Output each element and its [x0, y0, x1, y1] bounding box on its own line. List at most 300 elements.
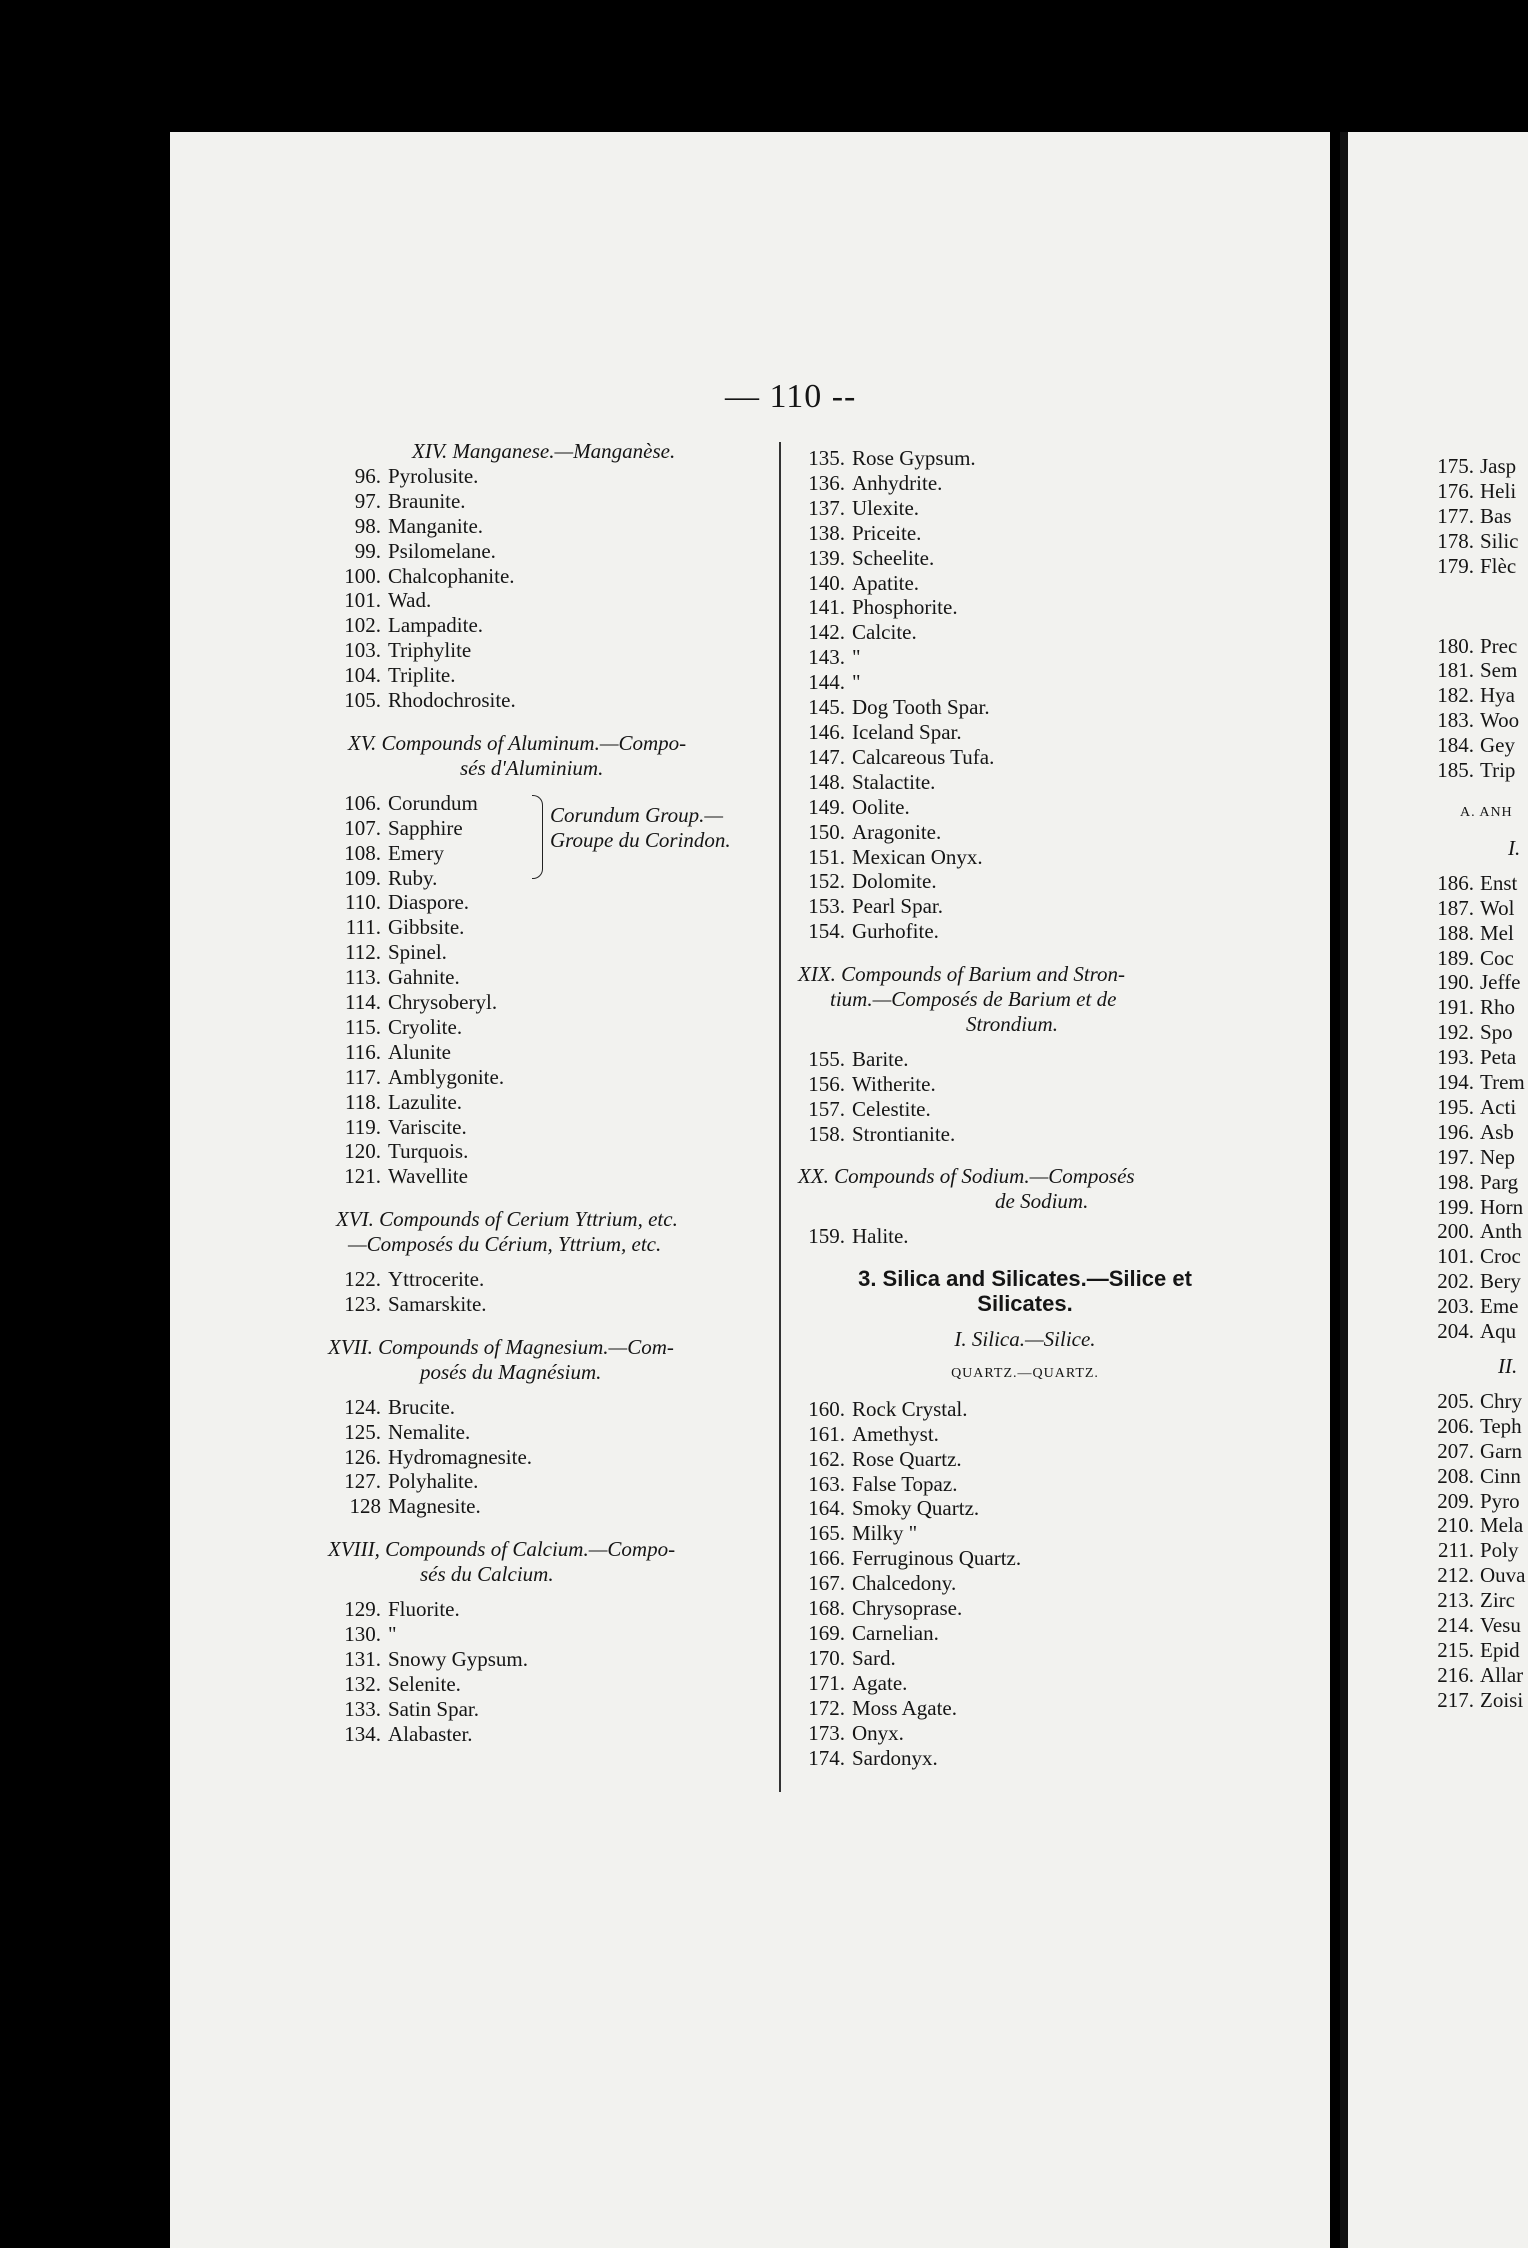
item-number: 200.: [1437, 1219, 1474, 1244]
list-item: [790, 1746, 1260, 1771]
list-item: [1428, 1195, 1528, 1220]
list-item: [310, 1267, 780, 1292]
list-item: [310, 613, 780, 638]
list-item: [790, 1646, 1260, 1671]
list-item: [1428, 733, 1528, 758]
list-item: [1428, 658, 1528, 683]
item-number: 105.: [344, 688, 381, 713]
list-item: [310, 1395, 780, 1420]
list-item: [790, 1472, 1260, 1497]
list-item: [1428, 1439, 1528, 1464]
item-number: 208.: [1437, 1463, 1474, 1488]
item-number: 137.: [808, 495, 845, 520]
list-item: [1428, 896, 1528, 921]
item-number: 216.: [1437, 1662, 1474, 1687]
item-name: Strontianite.: [852, 1121, 956, 1146]
item-name: Apatite.: [852, 570, 920, 595]
list-item: [310, 1722, 780, 1747]
item-name: Zirc: [1480, 1588, 1515, 1613]
item-name: Chalcedony.: [852, 1571, 957, 1596]
item-number: 156.: [808, 1071, 845, 1096]
list-item: [1428, 1588, 1528, 1613]
item-name: Amblygonite.: [388, 1064, 505, 1089]
list-item: [790, 770, 1260, 795]
item-number: 185.: [1437, 758, 1474, 783]
list-item: [790, 1447, 1260, 1472]
section-heading-xvii-line2: posés du Magnésium.: [420, 1359, 602, 1384]
section-heading-xx-line1: XX. Compounds of Sodium.—Composés: [798, 1164, 1135, 1189]
item-name: Yttrocerite.: [388, 1267, 485, 1292]
item-number: 188.: [1437, 920, 1474, 945]
item-name: Iceland Spar.: [852, 719, 962, 744]
section-heading-xx-line2: de Sodium.: [995, 1189, 1089, 1214]
item-number: 133.: [344, 1696, 381, 1721]
item-name: Nemalite.: [388, 1419, 471, 1444]
item-number: 120.: [344, 1139, 381, 1164]
item-name: Nep: [1480, 1144, 1515, 1169]
list-item: [310, 514, 780, 539]
item-number: 101.: [344, 588, 381, 613]
item-name: Spinel.: [388, 940, 447, 965]
item-name: Croc: [1480, 1244, 1521, 1269]
item-name: Carnelian.: [852, 1620, 939, 1645]
item-number: 141.: [808, 595, 845, 620]
list-item: [790, 820, 1260, 845]
item-number: 138.: [808, 520, 845, 545]
section-heading-xix-line3: Strondium.: [966, 1011, 1058, 1036]
list-item: [790, 894, 1260, 919]
item-name: Dolomite.: [852, 869, 937, 894]
list-item: [790, 795, 1260, 820]
item-number: 100.: [344, 563, 381, 588]
section-heading-xvii-line1: XVII. Compounds of Magnesium.—Com-: [328, 1334, 674, 1359]
item-number: 101.: [1437, 1244, 1474, 1269]
list-item: [1428, 1319, 1528, 1344]
item-number: 97.: [354, 488, 381, 513]
item-name: Sardonyx.: [852, 1745, 938, 1770]
item-number: 110.: [345, 890, 381, 915]
item-name: Corundum: [388, 790, 478, 815]
item-number: 183.: [1437, 708, 1474, 733]
list-item: [310, 539, 780, 564]
item-number: 142.: [808, 620, 845, 645]
item-number: 165.: [808, 1521, 845, 1546]
item-name: Rose Quartz.: [852, 1446, 962, 1471]
item-name: Scheelite.: [852, 545, 935, 570]
item-name: Milky ": [852, 1521, 918, 1546]
list-item: [1428, 1489, 1528, 1514]
item-name: Alabaster.: [388, 1721, 473, 1746]
item-number: 111.: [345, 915, 381, 940]
list-item: [1428, 1513, 1528, 1538]
item-name: Garn: [1480, 1438, 1522, 1463]
list-item: [310, 940, 780, 965]
item-number: 98.: [354, 513, 381, 538]
item-number: 119.: [345, 1114, 381, 1139]
list-item: [310, 915, 780, 940]
item-name: Epid: [1480, 1637, 1520, 1662]
item-name: Aragonite.: [852, 819, 942, 844]
list-item: [1428, 529, 1528, 554]
item-number: 121.: [344, 1164, 381, 1189]
item-number: 163.: [808, 1471, 845, 1496]
item-name: Chalcophanite.: [388, 563, 515, 588]
list-item: [790, 1721, 1260, 1746]
list-item: [790, 1047, 1260, 1072]
item-name: Hydromagnesite.: [388, 1444, 533, 1469]
list-item: [310, 489, 780, 514]
item-name: Mel: [1480, 920, 1514, 945]
item-name: Sapphire: [388, 815, 463, 840]
section-heading-xviii-line2: sés du Calcium.: [420, 1562, 554, 1587]
item-name: Chrysoberyl.: [388, 990, 498, 1015]
item-name: Sard.: [852, 1645, 896, 1670]
item-number: 128: [349, 1494, 381, 1519]
corundum-group: [310, 791, 780, 891]
list-item: [310, 464, 780, 489]
item-name: Satin Spar.: [388, 1696, 480, 1721]
item-name: Triplite.: [388, 663, 456, 688]
list-item: [310, 1420, 780, 1445]
section-heading-xvi-line2: —Composés du Cérium, Yttrium, etc.: [348, 1232, 662, 1257]
item-name: Ruby.: [388, 865, 438, 890]
item-number: 157.: [808, 1096, 845, 1121]
item-number: 191.: [1437, 995, 1474, 1020]
item-number: 177.: [1437, 503, 1474, 528]
anhydrous-heading: A. ANH: [1460, 804, 1513, 820]
list-item: [310, 1115, 780, 1140]
list-item: [310, 1040, 780, 1065]
item-number: 107.: [344, 815, 381, 840]
item-name: Trem: [1480, 1070, 1525, 1095]
item-number: 168.: [808, 1596, 845, 1621]
item-name: Poly: [1480, 1538, 1519, 1563]
item-number: 117.: [345, 1064, 381, 1089]
group-brace: [532, 795, 543, 879]
item-number: 146.: [808, 719, 845, 744]
item-number: 175.: [1437, 454, 1474, 478]
list-item: [1428, 1613, 1528, 1638]
item-name: Triphylite: [388, 638, 472, 663]
list-item: [1428, 995, 1528, 1020]
item-number: 154.: [808, 919, 845, 944]
item-name: Witherite.: [852, 1071, 936, 1096]
item-name: Oolite.: [852, 794, 910, 819]
item-number: 197.: [1437, 1144, 1474, 1169]
group-note-line2: Groupe du Corindon.: [550, 827, 731, 852]
list-item: [790, 695, 1260, 720]
list-item: [1428, 871, 1528, 896]
section-xvii-list: [310, 1395, 780, 1520]
item-number: 140.: [808, 570, 845, 595]
list-item: [1428, 1170, 1528, 1195]
list-item: [310, 688, 780, 713]
item-number: 164.: [808, 1496, 845, 1521]
list-item: [310, 1597, 780, 1622]
item-number: 122.: [344, 1267, 381, 1292]
item-number: 99.: [354, 538, 381, 563]
item-name: Spo: [1480, 1020, 1513, 1045]
item-name: Heli: [1480, 478, 1517, 503]
list-item: [310, 965, 780, 990]
list-item: [790, 1521, 1260, 1546]
item-number: 174.: [808, 1745, 845, 1770]
middle-column: [790, 446, 1260, 1770]
item-number: 158.: [808, 1121, 845, 1146]
list-item: [1428, 454, 1528, 479]
item-number: 102.: [344, 613, 381, 638]
item-name: Coc: [1480, 945, 1514, 970]
list-item: [1428, 1070, 1528, 1095]
item-number: 159.: [808, 1224, 845, 1249]
list-item: [1428, 1563, 1528, 1588]
item-number: 180.: [1437, 633, 1474, 658]
item-name: Hya: [1480, 683, 1515, 708]
list-item: [1428, 1269, 1528, 1294]
list-item: [1428, 708, 1528, 733]
list-item: [1428, 1389, 1528, 1414]
item-number: 149.: [808, 794, 845, 819]
list-item: [1428, 921, 1528, 946]
list-item: [310, 1139, 780, 1164]
section-heading-xviii-line1: XVIII, Compounds of Calcium.—Compo-: [328, 1537, 676, 1562]
list-item: [790, 496, 1260, 521]
item-name: Enst: [1480, 870, 1518, 895]
item-name: Stalactite.: [852, 769, 936, 794]
list-item: [1428, 1464, 1528, 1489]
section-heading-xix-line2: tium.—Composés de Barium et de: [830, 987, 1117, 1012]
section-heading-xvi-line1: XVI. Compounds of Cerium Yttrium, etc.: [336, 1207, 678, 1232]
item-name: Trip: [1480, 758, 1516, 783]
section-xix-list: [790, 1047, 1260, 1147]
item-number: 126.: [344, 1444, 381, 1469]
group-note: [550, 803, 731, 853]
list-item: [790, 1072, 1260, 1097]
list-item: [310, 1647, 780, 1672]
item-number: 151.: [808, 844, 845, 869]
item-name: Wad.: [388, 588, 432, 613]
list-item: [790, 845, 1260, 870]
list-item: [1428, 946, 1528, 971]
list-item: [1428, 554, 1528, 579]
item-number: 118.: [345, 1089, 381, 1114]
quartz-heading: QUARTZ.—QUARTZ.: [951, 1365, 1099, 1381]
left-column: [310, 439, 780, 1747]
list-item: [790, 521, 1260, 546]
item-number: 210.: [1437, 1513, 1474, 1538]
list-item: [790, 620, 1260, 645]
item-number: 115.: [345, 1014, 381, 1039]
item-number: 215.: [1437, 1637, 1474, 1662]
item-number: 209.: [1437, 1488, 1474, 1513]
item-name: ": [852, 645, 861, 670]
item-name: Agate.: [852, 1670, 908, 1695]
item-name: Asb: [1480, 1119, 1514, 1144]
item-number: 176.: [1437, 478, 1474, 503]
item-name: Turquois.: [388, 1139, 469, 1164]
item-number: 114.: [345, 990, 381, 1015]
item-number: 116.: [345, 1039, 381, 1064]
list-item: [790, 1224, 1260, 1249]
list-item: [310, 588, 780, 613]
item-name: Rho: [1480, 995, 1516, 1020]
item-number: 161.: [808, 1421, 845, 1446]
item-number: 131.: [344, 1646, 381, 1671]
item-number: 199.: [1437, 1194, 1474, 1219]
item-number: 123.: [344, 1292, 381, 1316]
section-xx-list: [790, 1224, 1260, 1249]
item-number: 139.: [808, 545, 845, 570]
item-number: 184.: [1437, 733, 1474, 758]
list-item: [310, 1292, 780, 1317]
section-xvi-list: [310, 1267, 780, 1317]
group-ii-heading: II.: [1498, 1354, 1518, 1378]
list-item: [1428, 758, 1528, 783]
item-number: 104.: [344, 663, 381, 688]
item-number: 148.: [808, 769, 845, 794]
item-name: Ferruginous Quartz.: [852, 1546, 1022, 1571]
silica-heading-line1: 3. Silica and Silicates.—Silice et: [858, 1266, 1192, 1292]
list-item: [1428, 1538, 1528, 1563]
item-number: 172.: [808, 1695, 845, 1720]
item-number: 167.: [808, 1571, 845, 1596]
list-item: [310, 638, 780, 663]
item-name: False Topaz.: [852, 1471, 958, 1496]
list-item: [1428, 1294, 1528, 1319]
item-number: 189.: [1437, 945, 1474, 970]
list-item: [1428, 1219, 1528, 1244]
section-heading-xv-line1: XV. Compounds of Aluminum.—Compo-: [348, 730, 687, 755]
item-number: 212.: [1437, 1563, 1474, 1588]
item-name: Psilomelane.: [388, 538, 496, 563]
item-name: Selenite.: [388, 1671, 461, 1696]
item-name: Aqu: [1480, 1319, 1517, 1344]
right-column: [1428, 454, 1528, 1713]
item-name: Rhodochrosite.: [388, 688, 516, 713]
item-number: 147.: [808, 744, 845, 769]
section-heading-xix-line1: XIX. Compounds of Barium and Stron-: [798, 962, 1126, 987]
item-name: Zoisi: [1480, 1687, 1524, 1712]
item-number: 134.: [344, 1721, 381, 1746]
item-name: Ouva: [1480, 1563, 1526, 1588]
item-name: Magnesite.: [388, 1494, 481, 1519]
item-number: 213.: [1437, 1588, 1474, 1613]
item-name: Ulexite.: [852, 495, 920, 520]
list-item: [790, 1097, 1260, 1122]
item-name: Rock Crystal.: [852, 1396, 968, 1421]
list-item: [790, 1671, 1260, 1696]
item-name: Vesu: [1480, 1613, 1521, 1638]
item-number: 205.: [1437, 1388, 1474, 1413]
item-number: 127.: [344, 1469, 381, 1494]
item-name: ": [852, 670, 861, 695]
item-number: 106.: [344, 790, 381, 815]
list-item: [790, 1397, 1260, 1422]
page-number: — 110 --: [725, 378, 857, 415]
list-item: [310, 1090, 780, 1115]
item-name: Allar: [1480, 1662, 1524, 1687]
list-item: [1428, 970, 1528, 995]
item-name: Gahnite.: [388, 965, 460, 990]
list-item: [790, 869, 1260, 894]
item-number: 206.: [1437, 1413, 1474, 1438]
item-number: 108.: [344, 840, 381, 865]
item-name: ": [388, 1621, 397, 1646]
item-name: Teph: [1480, 1413, 1522, 1438]
right-list-d: [1428, 1389, 1528, 1713]
item-name: Acti: [1480, 1094, 1517, 1119]
item-number: 179.: [1437, 553, 1474, 578]
list-item: [790, 919, 1260, 944]
list-item: [790, 546, 1260, 571]
list-item: [1428, 1120, 1528, 1145]
list-item: [310, 890, 780, 915]
list-item: [1428, 1414, 1528, 1439]
list-item: [1428, 504, 1528, 529]
item-number: 103.: [344, 638, 381, 663]
item-name: Wavellite: [388, 1164, 468, 1189]
list-item: [310, 1065, 780, 1090]
item-number: 130.: [344, 1621, 381, 1646]
item-number: 169.: [808, 1620, 845, 1645]
silica-heading-line2: Silicates.: [977, 1291, 1073, 1317]
item-number: 195.: [1437, 1094, 1474, 1119]
item-name: Halite.: [852, 1224, 909, 1249]
group-note-line1: Corundum Group.—: [550, 802, 724, 827]
item-name: Priceite.: [852, 520, 922, 545]
item-number: 192.: [1437, 1020, 1474, 1045]
item-number: 135.: [808, 446, 845, 470]
list-item: [1428, 1095, 1528, 1120]
item-number: 170.: [808, 1645, 845, 1670]
list-item: [1428, 683, 1528, 708]
silica-subheading: I. Silica.—Silice.: [954, 1327, 1096, 1351]
item-number: 155.: [808, 1046, 845, 1071]
item-number: 162.: [808, 1446, 845, 1471]
item-number: 204.: [1437, 1319, 1474, 1344]
list-item: [310, 1164, 780, 1189]
item-name: Smoky Quartz.: [852, 1496, 980, 1521]
list-item: [790, 1596, 1260, 1621]
list-item: [1428, 1688, 1528, 1713]
list-item: [310, 1469, 780, 1494]
item-name: Barite.: [852, 1046, 909, 1071]
quartz-list: [790, 1397, 1260, 1771]
list-item: [790, 571, 1260, 596]
item-number: 214.: [1437, 1613, 1474, 1638]
item-name: Parg: [1480, 1169, 1519, 1194]
item-number: 211.: [1438, 1538, 1474, 1563]
item-name: Celestite.: [852, 1096, 931, 1121]
item-name: Braunite.: [388, 488, 466, 513]
section-xviii-list: [310, 1597, 780, 1746]
section-xiv-list: [310, 464, 780, 713]
item-number: 181.: [1437, 658, 1474, 683]
item-name: Chry: [1480, 1388, 1522, 1413]
item-name: Pyrolusite.: [388, 463, 479, 488]
list-item: [310, 990, 780, 1015]
list-item: [1428, 1244, 1528, 1269]
item-number: 178.: [1437, 528, 1474, 553]
item-name: Flèc: [1480, 553, 1517, 578]
item-name: Cinn: [1480, 1463, 1521, 1488]
item-name: Alunite: [388, 1039, 451, 1064]
item-name: Rose Gypsum.: [852, 446, 976, 470]
group-i-heading: I.: [1508, 835, 1521, 860]
item-name: Anhydrite.: [852, 470, 943, 495]
item-name: Gibbsite.: [388, 915, 465, 940]
list-item: [790, 1122, 1260, 1147]
